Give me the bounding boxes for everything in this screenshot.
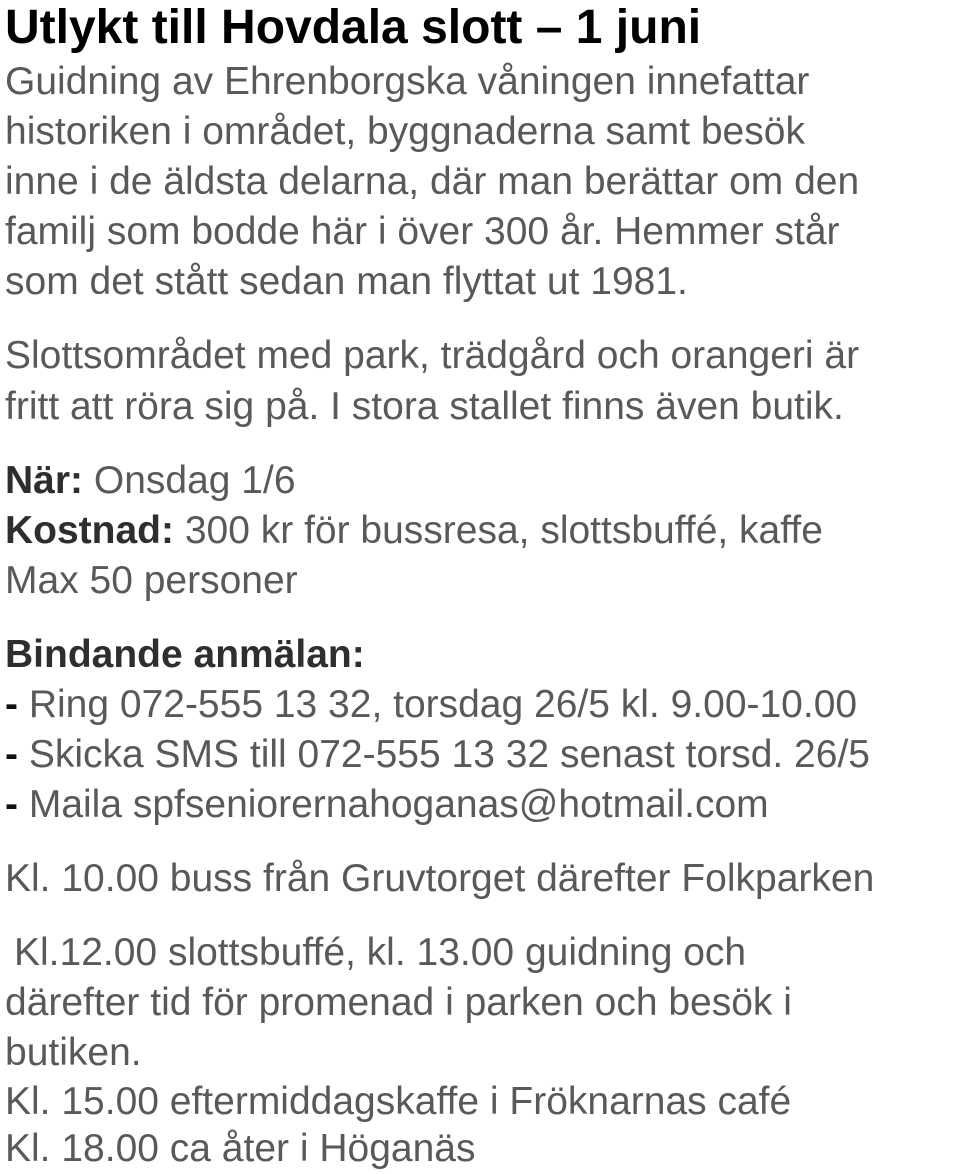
intro-line-4: familj som bodde här i över 300 år. Hemmer står	[5, 210, 840, 253]
schedule-line-1: Kl. 10.00 buss från Gruvtorget därefter Folkparken	[5, 857, 875, 900]
registration-email: Maila spfseniorernahoganas@hotmail.com	[18, 783, 769, 826]
cost-row	[5, 506, 823, 556]
registration-item	[5, 730, 870, 780]
registration-item	[5, 780, 769, 830]
registration-heading: Bindande anmälan:	[5, 633, 365, 676]
when-row	[5, 456, 296, 506]
cost-value: 300 kr för bussresa, slottsbuffé, kaffe	[174, 509, 823, 552]
schedule-line-6: Kl. 18.00 ca åter i Höganäs	[5, 1127, 476, 1170]
max-people: Max 50 personer	[5, 559, 298, 602]
park-line-2: fritt att röra sig på. I stora stallet finns även butik.	[5, 385, 844, 428]
intro-line-5: som det stått sedan man flyttat ut 1981.	[5, 260, 688, 303]
schedule-line-2: Kl.12.00 slottsbuffé, kl. 13.00 guidning och	[14, 931, 747, 974]
registration-text: Skicka SMS till 072-555 13 32 senast torsd. 26/5	[18, 733, 870, 776]
registration-dash: -	[5, 783, 18, 826]
registration-text: Ring 072-555 13 32, torsdag 26/5 kl. 9.00-10.00	[18, 683, 858, 726]
park-line-1: Slottsområdet med park, trädgård och orangeri är	[5, 334, 860, 377]
schedule-line-3: därefter tid för promenad i parken och besök i	[5, 981, 792, 1024]
when-value: Onsdag 1/6	[83, 459, 296, 502]
registration-item	[5, 680, 857, 730]
schedule-line-4: butiken.	[5, 1031, 142, 1074]
cost-label: Kostnad:	[5, 509, 174, 552]
registration-dash: -	[5, 733, 18, 776]
intro-line-3: inne i de äldsta delarna, där man berättar om den	[5, 160, 860, 203]
page-title: Utlykt till Hovdala slott – 1 juni	[5, 1, 702, 54]
intro-line-2: historiken i området, byggnaderna samt besök	[5, 110, 805, 153]
when-label: När:	[5, 459, 84, 502]
registration-dash: -	[5, 683, 18, 726]
schedule-line-5: Kl. 15.00 eftermiddagskaffe i Fröknarnas café	[5, 1080, 792, 1123]
intro-line-1: Guidning av Ehrenborgska våningen innefattar	[5, 60, 810, 103]
